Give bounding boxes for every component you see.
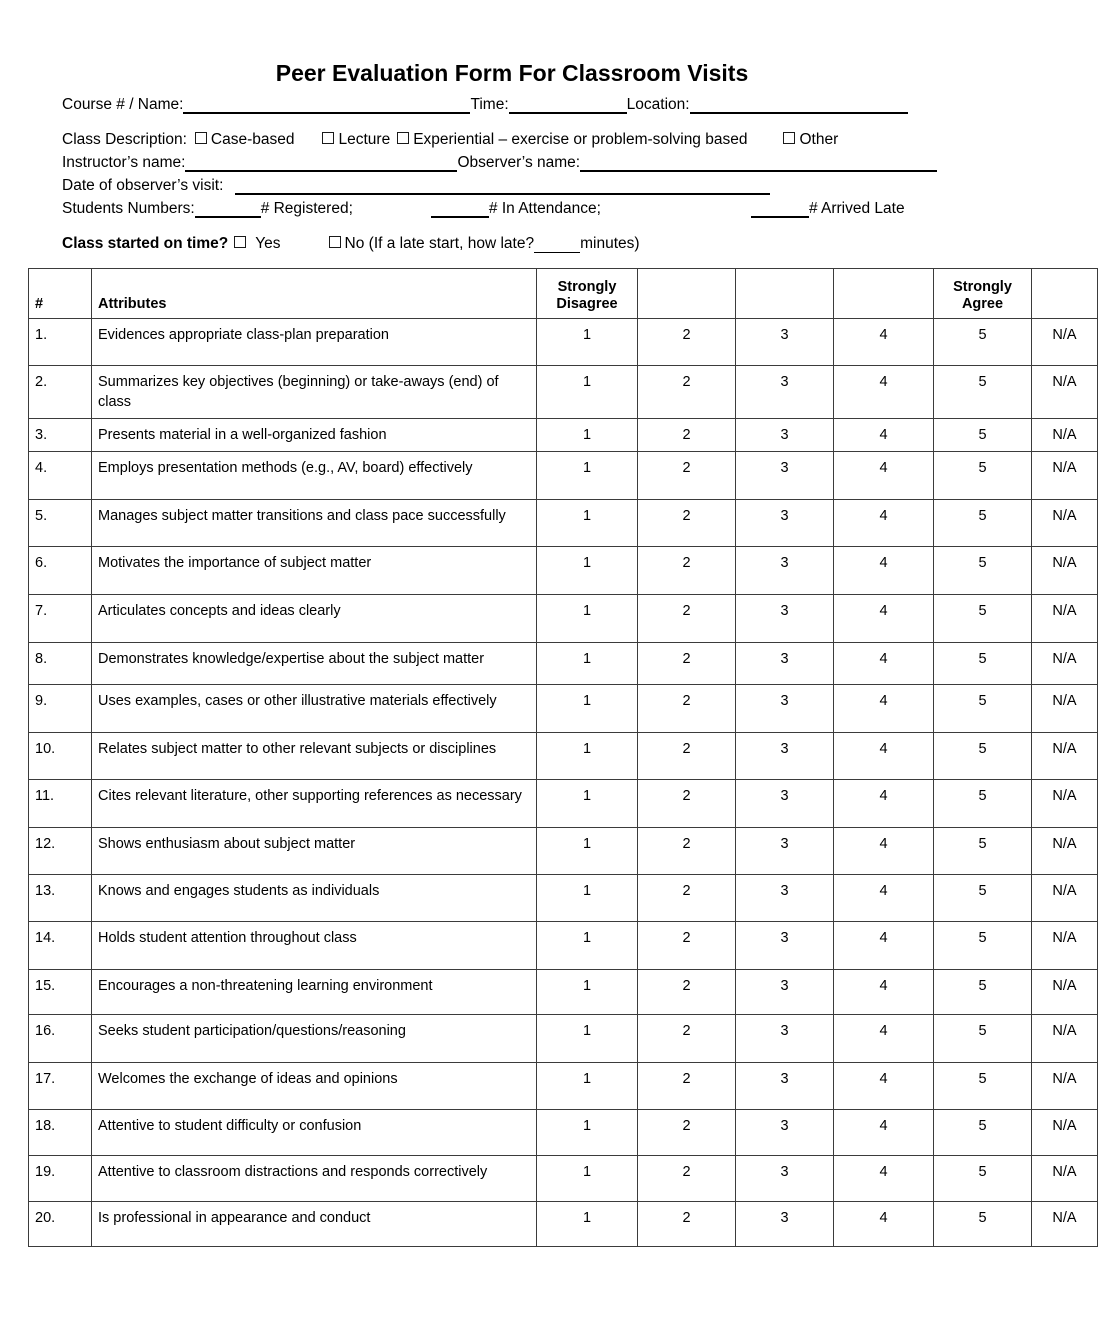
rating-cell-2[interactable]: 2 (638, 419, 736, 452)
arrived-late-label: # Arrived Late (808, 200, 905, 217)
rating-cell-5[interactable]: 5 (934, 452, 1032, 500)
time-label: Time: (470, 96, 509, 113)
header-strongly-disagree-line1: Strongly (557, 279, 617, 295)
students-numbers-row (62, 197, 972, 220)
rating-cell-na[interactable]: N/A (1032, 419, 1098, 452)
rating-cell-4[interactable]: 4 (834, 875, 934, 922)
rating-cell-1[interactable]: 1 (537, 1202, 638, 1247)
attendance-input-rule[interactable] (431, 201, 489, 218)
observer-label: Observer’s name: (457, 154, 581, 171)
rating-cell-3[interactable]: 3 (736, 875, 834, 922)
header-strongly-disagree-line2: Disagree (556, 296, 618, 312)
page-title: Peer Evaluation Form For Classroom Visits (275, 60, 749, 86)
started-on-time-label: Class started on time? (62, 235, 229, 252)
row-attribute: Manages subject matter transitions and class pace successfully (92, 500, 537, 547)
checkbox-other[interactable] (783, 132, 795, 144)
rating-cell-3[interactable]: 3 (736, 500, 834, 547)
table-row (29, 685, 1098, 733)
rating-cell-na[interactable]: N/A (1032, 452, 1098, 500)
registered-input-rule[interactable] (195, 201, 261, 218)
row-number: 17. (29, 1063, 92, 1110)
header-strongly-agree-line2: Agree (961, 296, 1004, 312)
course-input-rule[interactable] (183, 97, 470, 114)
location-input-rule[interactable] (690, 97, 908, 114)
rating-cell-1[interactable]: 1 (537, 1015, 638, 1063)
table-row (29, 1110, 1098, 1156)
rating-cell-1[interactable]: 1 (537, 875, 638, 922)
rating-cell-na[interactable]: N/A (1032, 780, 1098, 828)
rating-cell-2[interactable]: 2 (638, 780, 736, 828)
rating-cell-4[interactable]: 4 (834, 366, 934, 419)
arrived-late-input-rule[interactable] (751, 201, 809, 218)
rating-cell-3[interactable]: 3 (736, 419, 834, 452)
table-row (29, 319, 1098, 366)
rating-cell-1[interactable]: 1 (537, 500, 638, 547)
rating-cell-2[interactable]: 2 (638, 685, 736, 733)
rating-cell-na[interactable]: N/A (1032, 1063, 1098, 1110)
checkbox-lecture[interactable] (322, 132, 334, 144)
rating-cell-5[interactable]: 5 (934, 643, 1032, 685)
rating-cell-1[interactable]: 1 (537, 595, 638, 643)
rating-cell-na[interactable]: N/A (1032, 500, 1098, 547)
rating-cell-4[interactable]: 4 (834, 319, 934, 366)
rating-cell-na[interactable]: N/A (1032, 922, 1098, 970)
rating-cell-na[interactable]: N/A (1032, 595, 1098, 643)
rating-cell-5[interactable]: 5 (934, 1202, 1032, 1247)
row-attribute: Evidences appropriate class-plan preparation (92, 319, 537, 366)
row-number: 19. (29, 1156, 92, 1202)
yes-label: Yes (255, 235, 281, 252)
location-label: Location: (626, 96, 690, 113)
started-on-time-row (62, 232, 972, 255)
table-row (29, 643, 1098, 685)
rating-cell-5[interactable]: 5 (934, 970, 1032, 1015)
rating-cell-na[interactable]: N/A (1032, 828, 1098, 875)
rating-cell-4[interactable]: 4 (834, 1015, 934, 1063)
row-number: 12. (29, 828, 92, 875)
row-number: 9. (29, 685, 92, 733)
rating-cell-4[interactable]: 4 (834, 733, 934, 780)
rating-cell-na[interactable]: N/A (1032, 685, 1098, 733)
rating-cell-5[interactable]: 5 (934, 828, 1032, 875)
rating-cell-3[interactable]: 3 (736, 319, 834, 366)
rating-cell-1[interactable]: 1 (537, 1156, 638, 1202)
rating-cell-na[interactable]: N/A (1032, 1156, 1098, 1202)
rating-cell-3[interactable]: 3 (736, 733, 834, 780)
header-strongly-agree-line1: Strongly (953, 279, 1012, 295)
row-attribute: Holds student attention throughout class (92, 922, 537, 970)
rating-cell-3[interactable]: 3 (736, 452, 834, 500)
rating-cell-1[interactable]: 1 (537, 780, 638, 828)
visit-date-label: Date of observer’s visit: (62, 177, 224, 194)
rating-cell-5[interactable]: 5 (934, 1063, 1032, 1110)
row-number: 16. (29, 1015, 92, 1063)
rating-cell-na[interactable]: N/A (1032, 547, 1098, 595)
rating-cell-1[interactable]: 1 (537, 419, 638, 452)
visit-date-input-rule[interactable] (235, 178, 770, 195)
rating-cell-3[interactable]: 3 (736, 595, 834, 643)
rating-cell-4[interactable]: 4 (834, 419, 934, 452)
rating-cell-5[interactable]: 5 (934, 685, 1032, 733)
row-attribute: Encourages a non-threatening learning environment (92, 970, 537, 1015)
rating-cell-2[interactable]: 2 (638, 1063, 736, 1110)
checkbox-started-yes[interactable] (234, 236, 246, 248)
rating-cell-3[interactable]: 3 (736, 1015, 834, 1063)
rating-cell-4[interactable]: 4 (834, 828, 934, 875)
rating-cell-3[interactable]: 3 (736, 922, 834, 970)
evaluation-table (28, 268, 1098, 1247)
row-number: 10. (29, 733, 92, 780)
rating-cell-3[interactable]: 3 (736, 1063, 834, 1110)
table-row (29, 1202, 1098, 1247)
rating-cell-1[interactable]: 1 (537, 970, 638, 1015)
rating-cell-5[interactable]: 5 (934, 780, 1032, 828)
row-number: 8. (29, 643, 92, 685)
rating-cell-na[interactable]: N/A (1032, 1202, 1098, 1247)
rating-cell-2[interactable]: 2 (638, 319, 736, 366)
row-number: 2. (29, 366, 92, 419)
row-attribute: Demonstrates knowledge/expertise about the subject matter (92, 643, 537, 685)
late-minutes-input-rule[interactable] (534, 237, 580, 253)
rating-cell-2[interactable]: 2 (638, 828, 736, 875)
rating-cell-3[interactable]: 3 (736, 366, 834, 419)
no-label: No (If a late start, how late? (344, 235, 535, 252)
rating-cell-5[interactable]: 5 (934, 1015, 1032, 1063)
rating-cell-3[interactable]: 3 (736, 643, 834, 685)
row-attribute: Employs presentation methods (e.g., AV, board) effectively (92, 452, 537, 500)
rating-cell-5[interactable]: 5 (934, 1110, 1032, 1156)
row-number: 15. (29, 970, 92, 1015)
rating-cell-3[interactable]: 3 (736, 685, 834, 733)
rating-cell-5[interactable]: 5 (934, 1156, 1032, 1202)
rating-cell-5[interactable]: 5 (934, 875, 1032, 922)
row-number: 13. (29, 875, 92, 922)
rating-cell-3[interactable]: 3 (736, 1156, 834, 1202)
rating-cell-5[interactable]: 5 (934, 733, 1032, 780)
rating-cell-5[interactable]: 5 (934, 547, 1032, 595)
rating-cell-2[interactable]: 2 (638, 1202, 736, 1247)
row-attribute: Attentive to classroom distractions and responds correctively (92, 1156, 537, 1202)
row-attribute: Seeks student participation/questions/reasoning (92, 1015, 537, 1063)
row-number: 14. (29, 922, 92, 970)
table-header-row (29, 269, 1098, 319)
rating-cell-2[interactable]: 2 (638, 875, 736, 922)
option-label-experiential: Experiential – exercise or problem-solving based (413, 131, 748, 148)
row-attribute: Presents material in a well-organized fashion (92, 419, 537, 452)
rating-cell-2[interactable]: 2 (638, 500, 736, 547)
observer-input-rule[interactable] (580, 155, 937, 172)
rating-cell-1[interactable]: 1 (537, 643, 638, 685)
rating-cell-2[interactable]: 2 (638, 1110, 736, 1156)
rating-cell-5[interactable]: 5 (934, 595, 1032, 643)
option-label-other: Other (799, 131, 839, 148)
row-number: 5. (29, 500, 92, 547)
course-label: Course # / Name: (62, 96, 184, 113)
registered-label: # Registered; (260, 200, 353, 217)
rating-cell-2[interactable]: 2 (638, 1015, 736, 1063)
rating-cell-1[interactable]: 1 (537, 1063, 638, 1110)
rating-cell-2[interactable]: 2 (638, 922, 736, 970)
row-attribute: Motivates the importance of subject matter (92, 547, 537, 595)
rating-cell-4[interactable]: 4 (834, 780, 934, 828)
row-attribute: Cites relevant literature, other supporting references as necessary (92, 780, 537, 828)
rating-cell-4[interactable]: 4 (834, 1202, 934, 1247)
row-attribute: Is professional in appearance and conduct (92, 1202, 537, 1247)
rating-cell-4[interactable]: 4 (834, 595, 934, 643)
table-row (29, 922, 1098, 970)
rating-cell-5[interactable]: 5 (934, 500, 1032, 547)
rating-cell-5[interactable]: 5 (934, 319, 1032, 366)
rating-cell-2[interactable]: 2 (638, 970, 736, 1015)
time-input-rule[interactable] (509, 97, 627, 114)
rating-cell-2[interactable]: 2 (638, 366, 736, 419)
option-label-case-based: Case-based (210, 131, 295, 148)
table-row (29, 875, 1098, 922)
class-description-label: Class Description: (62, 131, 187, 148)
rating-cell-1[interactable]: 1 (537, 685, 638, 733)
rating-cell-na[interactable]: N/A (1032, 643, 1098, 685)
row-attribute: Attentive to student difficulty or confusion (92, 1110, 537, 1156)
table-row (29, 500, 1098, 547)
table-row (29, 366, 1098, 419)
table-row (29, 595, 1098, 643)
rating-cell-4[interactable]: 4 (834, 500, 934, 547)
header-strongly-disagree (537, 269, 638, 319)
minutes-label: minutes) (580, 235, 640, 252)
rating-cell-na[interactable]: N/A (1032, 319, 1098, 366)
table-row (29, 1156, 1098, 1202)
row-attribute: Summarizes key objectives (beginning) or take-aways (end) of class (92, 366, 537, 419)
instructor-input-rule[interactable] (185, 155, 457, 172)
class-description-row (62, 128, 972, 151)
rating-cell-4[interactable]: 4 (834, 1110, 934, 1156)
rating-cell-5[interactable]: 5 (934, 366, 1032, 419)
rating-cell-4[interactable]: 4 (834, 643, 934, 685)
header-scale-2 (638, 269, 736, 319)
option-label-lecture: Lecture (338, 131, 391, 148)
rating-cell-4[interactable]: 4 (834, 1156, 934, 1202)
course-row (62, 93, 972, 116)
rating-cell-na[interactable]: N/A (1032, 733, 1098, 780)
students-numbers-label: Students Numbers: (62, 200, 195, 217)
table-row (29, 1063, 1098, 1110)
rating-cell-3[interactable]: 3 (736, 1202, 834, 1247)
row-number: 18. (29, 1110, 92, 1156)
table-row (29, 419, 1098, 452)
row-number: 3. (29, 419, 92, 452)
table-row (29, 733, 1098, 780)
rating-cell-2[interactable]: 2 (638, 595, 736, 643)
rating-cell-3[interactable]: 3 (736, 780, 834, 828)
rating-cell-2[interactable]: 2 (638, 643, 736, 685)
attendance-label: # In Attendance; (488, 200, 601, 217)
rating-cell-4[interactable]: 4 (834, 547, 934, 595)
rating-cell-na[interactable]: N/A (1032, 970, 1098, 1015)
rating-cell-2[interactable]: 2 (638, 733, 736, 780)
row-number: 1. (29, 319, 92, 366)
table-row (29, 1015, 1098, 1063)
instructor-label: Instructor’s name: (62, 154, 186, 171)
row-number: 4. (29, 452, 92, 500)
rating-cell-3[interactable]: 3 (736, 828, 834, 875)
rating-cell-1[interactable]: 1 (537, 452, 638, 500)
row-number: 11. (29, 780, 92, 828)
rating-cell-1[interactable]: 1 (537, 319, 638, 366)
rating-cell-1[interactable]: 1 (537, 1110, 638, 1156)
table-row (29, 970, 1098, 1015)
rating-cell-5[interactable]: 5 (934, 922, 1032, 970)
header-scale-3 (736, 269, 834, 319)
header-strongly-agree (934, 269, 1032, 319)
header-attributes: Attributes (92, 269, 537, 319)
rating-cell-1[interactable]: 1 (537, 733, 638, 780)
header-number: # (29, 269, 92, 319)
rating-cell-na[interactable]: N/A (1032, 1015, 1098, 1063)
table-row (29, 452, 1098, 500)
row-attribute: Uses examples, cases or other illustrative materials effectively (92, 685, 537, 733)
rating-cell-na[interactable]: N/A (1032, 366, 1098, 419)
rating-cell-2[interactable]: 2 (638, 452, 736, 500)
rating-cell-1[interactable]: 1 (537, 366, 638, 419)
row-attribute: Welcomes the exchange of ideas and opinions (92, 1063, 537, 1110)
rating-cell-2[interactable]: 2 (638, 547, 736, 595)
table-row (29, 828, 1098, 875)
row-attribute: Articulates concepts and ideas clearly (92, 595, 537, 643)
rating-cell-3[interactable]: 3 (736, 1110, 834, 1156)
rating-cell-na[interactable]: N/A (1032, 875, 1098, 922)
row-number: 20. (29, 1202, 92, 1247)
rating-cell-na[interactable]: N/A (1032, 1110, 1098, 1156)
row-attribute: Knows and engages students as individuals (92, 875, 537, 922)
rating-cell-1[interactable]: 1 (537, 828, 638, 875)
rating-cell-1[interactable]: 1 (537, 922, 638, 970)
rating-cell-4[interactable]: 4 (834, 970, 934, 1015)
rating-cell-4[interactable]: 4 (834, 1063, 934, 1110)
rating-cell-4[interactable]: 4 (834, 685, 934, 733)
row-attribute: Shows enthusiasm about subject matter (92, 828, 537, 875)
rating-cell-3[interactable]: 3 (736, 970, 834, 1015)
row-attribute: Relates subject matter to other relevant subjects or disciplines (92, 733, 537, 780)
header-scale-4 (834, 269, 934, 319)
table-body (29, 319, 1098, 1247)
rating-cell-1[interactable]: 1 (537, 547, 638, 595)
table-row (29, 547, 1098, 595)
table-head (29, 269, 1098, 319)
rating-cell-5[interactable]: 5 (934, 419, 1032, 452)
rating-cell-4[interactable]: 4 (834, 922, 934, 970)
rating-cell-2[interactable]: 2 (638, 1156, 736, 1202)
row-number: 7. (29, 595, 92, 643)
checkbox-case-based[interactable] (195, 132, 207, 144)
checkbox-experiential[interactable] (397, 132, 409, 144)
row-number: 6. (29, 547, 92, 595)
rating-cell-4[interactable]: 4 (834, 452, 934, 500)
visit-date-row (62, 174, 972, 197)
header-na (1032, 269, 1098, 319)
table-row (29, 780, 1098, 828)
instructor-observer-row (62, 151, 972, 174)
header-form (62, 93, 972, 255)
checkbox-started-no[interactable] (329, 236, 341, 248)
rating-cell-3[interactable]: 3 (736, 547, 834, 595)
